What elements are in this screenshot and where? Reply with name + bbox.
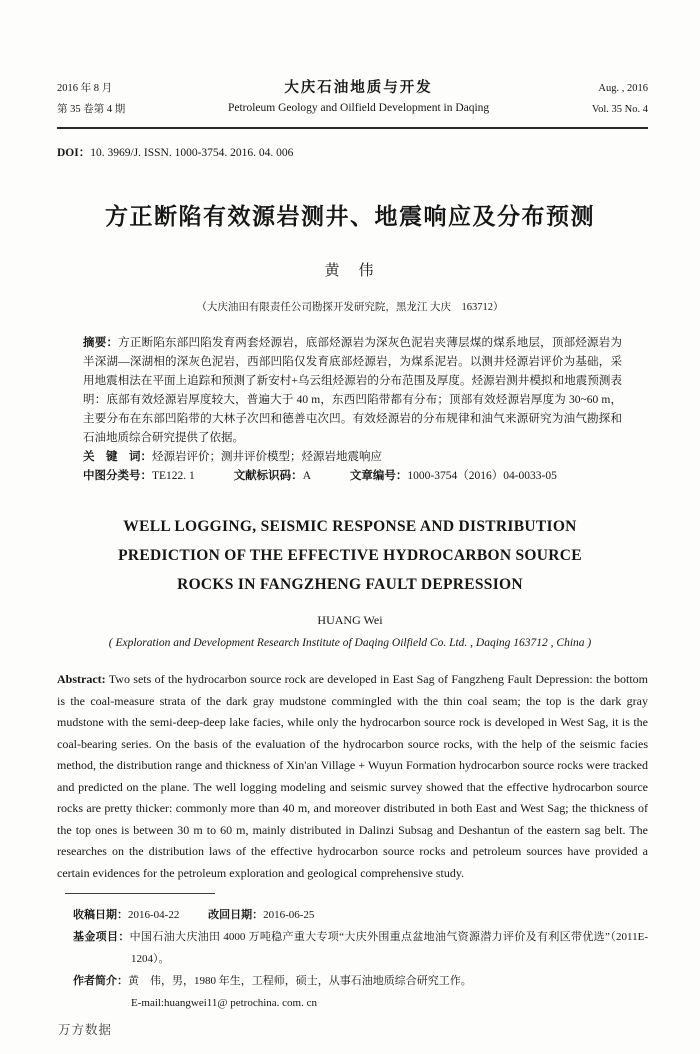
clc-value: TE122. 1 [152, 470, 195, 482]
doi-line [57, 144, 648, 160]
clc-item [83, 470, 195, 482]
article-id-item [350, 470, 557, 482]
affiliation-cn: （大庆油田有限责任公司勘探开发研究院，黑龙江 大庆 163712） [196, 302, 504, 313]
bio-line [73, 970, 648, 992]
received-label: 收稿日期： [73, 909, 128, 921]
keywords-text: 烃源岩评价；测井评价模型；烃源岩地震响应 [152, 451, 382, 463]
article-title-cn: 方正断陷有效源岩测井、地震响应及分布预测 [105, 203, 595, 229]
article-id-label: 文章编号： [349, 470, 408, 482]
wanfang-watermark: 万方数据 [58, 1023, 113, 1037]
journal-issue-cn: 第 35 卷第 4 期 [57, 104, 126, 115]
abstract-cn [83, 334, 622, 448]
doc-code-label: 文献标识码： [233, 470, 303, 482]
classification-line [83, 467, 622, 486]
doi-value: 10. 3969/J. ISSN. 1000-3754. 2016. 04. 006 [90, 147, 294, 159]
abstract-text-en: Two sets of the hydrocarbon source rock are developed in East Sag of Fangzheng Fault Depression: the bottom is the coal-measure strata of the dark gray mudstone commingled with the thin coal seam; the top is the dark gray mudstone with the semi-deep-deep lake facies, while only the hydrocarbon source rock is developed in West Sag, it is the coal-bearing series. On the basis of the evaluation of the hydrocarbon source rocks, with the help of the seismic facies method, the distribution range and thickness of Xin'an Village + Wuyun Formation hydrocarbon source rocks were tracked and predicted on the plane. The well logging modeling and seismic survey showed that the effective hydrocarbon source rocks are pretty thicker: commonly more than 40 m, and moreover distributed in both East and West Sag; the thickness of the top ones is between 30 m to 60 m, mainly distributed in Dalinzi Subsag and Deshantun of the eastern sag belt. The researches on the distribution laws of the effective hydrocarbon source rocks and petroleum sources have provided a certain evidences for the petroleum exploration and geological comprehensive study. [57, 672, 648, 880]
abstract-en [57, 669, 648, 884]
abstract-label-cn: 摘要： [83, 337, 119, 349]
bio-value: 黄 伟，男，1980 年生，工程师，硕士，从事石油地质综合研究工作。 [128, 975, 472, 987]
received-value: 2016-04-22 [128, 909, 180, 921]
journal-name-cn: 大庆石油地质与开发 [284, 80, 433, 96]
title-en-line-1: WELL LOGGING, SEISMIC RESPONSE AND DISTRIBUTION [123, 518, 577, 535]
abstract-text-cn: 方正断陷东部凹陷发育两套烃源岩，底部烃源岩为深灰色泥岩夹薄层煤的煤系地层，顶部烃源岩为半深湖—深湖相的深灰色泥岩，西部凹陷仅发育底部烃源岩，为煤系泥岩。以测井烃源岩评价为基础，采用地震相法在平面上追踪和预测了新安村+乌云组烃源岩的分布范围及厚度。烃源岩测井模拟和地震预测表明：底部有效烃源岩厚度较大，普遍大于 40 m，东西凹陷带都有分布；顶部有效烃源岩厚度为 30~60 m，主要分布在东部凹陷带的大林子次凹和德善屯次凹。有效烃源岩的分布规律和油气来源研究为油气勘探和石油地质综合研究提供了依据。 [83, 337, 622, 444]
dates-line [73, 904, 648, 926]
revised-value: 2016-06-25 [263, 909, 315, 921]
journal-date-en: Aug. , 2016 [598, 83, 648, 94]
fund-label: 基金项目： [73, 931, 130, 943]
journal-header [57, 78, 648, 129]
bio-label: 作者简介： [73, 975, 128, 987]
abstract-label-en: Abstract: [57, 672, 106, 686]
fund-value: 中国石油大庆油田 4000 万吨稳产重大专项“大庆外围重点盆地油气资源潜力评价及有利区带优选”（2011E-1204）。 [129, 931, 648, 965]
author-en: HUANG Wei [317, 613, 383, 627]
article-title-en [0, 512, 700, 599]
header-center [125, 78, 592, 119]
fund-line [73, 926, 648, 970]
affiliation-en: ( Exploration and Development Research Institute of Daqing Oilfield Co. Ltd. , Daqing 163712 , China ) [108, 637, 592, 649]
revised-label: 改回日期： [208, 909, 264, 921]
journal-date-cn: 2016 年 8 月 [57, 83, 113, 94]
revised-item [208, 909, 314, 921]
doi-label: DOI： [57, 147, 91, 159]
email-line: E-mail:huangwei11@ petrochina. com. cn [131, 997, 317, 1009]
chinese-abstract-block [83, 334, 622, 486]
doc-code-item [234, 470, 311, 482]
article-id-value: 1000-3754（2016）04-0033-05 [407, 470, 557, 482]
journal-name-en: Petroleum Geology and Oilfield Development in Daqing [227, 102, 490, 114]
journal-issue-en: Vol. 35 No. 4 [591, 104, 648, 115]
doc-code-value: A [302, 470, 311, 482]
title-en-line-2: PREDICTION OF THE EFFECTIVE HYDROCARBON SOURCE [118, 547, 582, 564]
keywords-line [83, 448, 622, 467]
received-item [73, 909, 179, 921]
header-left [57, 78, 125, 120]
footnotes [73, 904, 648, 1014]
clc-label: 中图分类号： [83, 470, 152, 482]
keywords-label: 关 键 词： [83, 451, 152, 463]
header-right [592, 78, 648, 120]
author-cn: 黄 伟 [324, 263, 376, 279]
title-en-line-3: ROCKS IN FANGZHENG FAULT DEPRESSION [177, 576, 523, 593]
footnote-separator [65, 893, 215, 894]
